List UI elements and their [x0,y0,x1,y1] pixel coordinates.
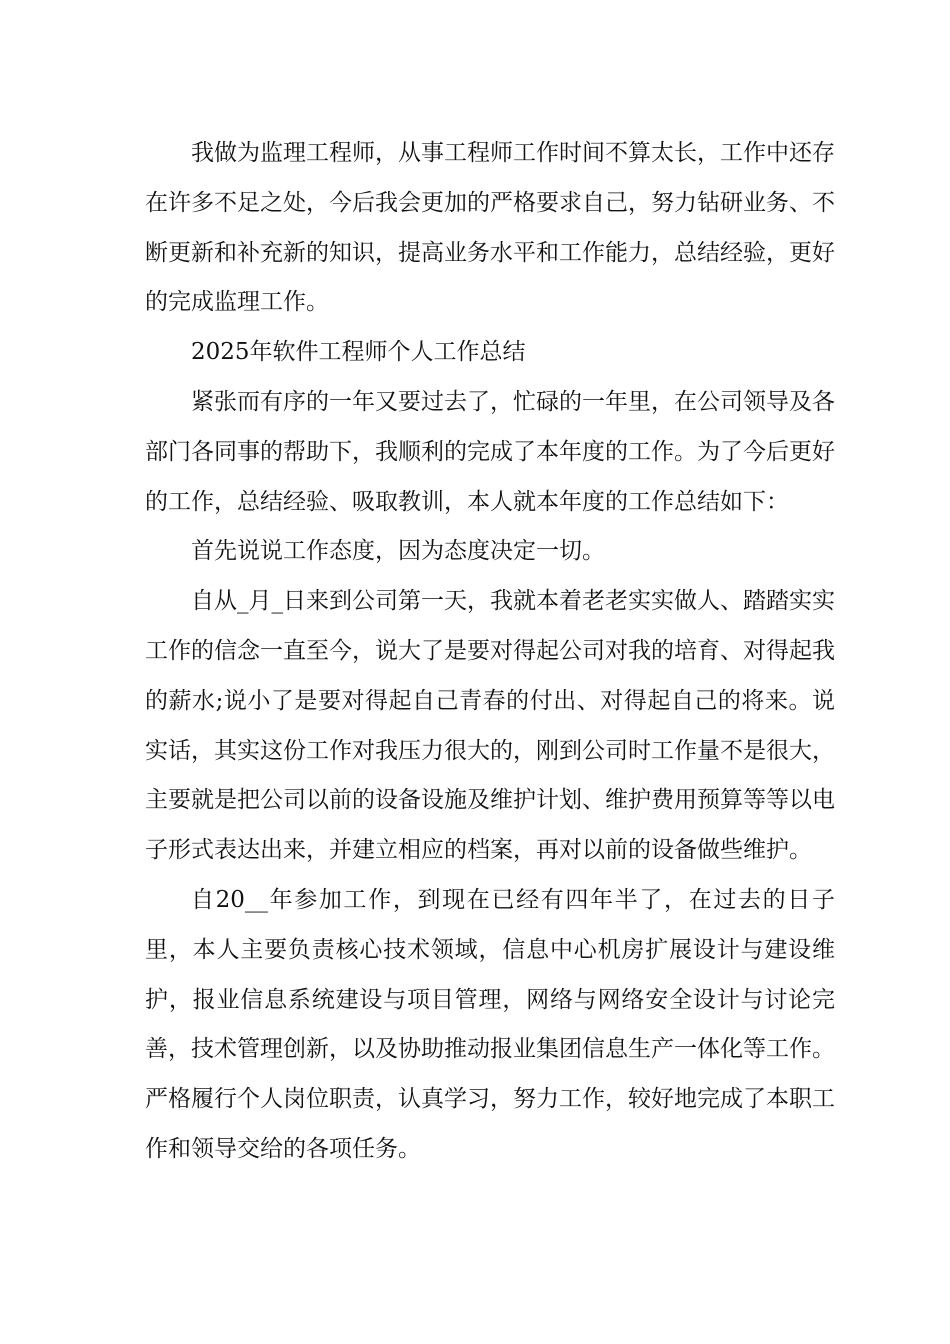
paragraph-responsibilities: 自20__年参加工作，到现在已经有四年半了，在过去的日子里，本人主要负责核心技术领域，信息中心机房扩展设计与建设维护，报业信息系统建设与项目管理，网络与网络安全设计与讨论完善，技术管理创新，以及协助推动报业集团信息生产一体化等工作。严格履行个人岗位职责，认真学习，努力工作，较好地完成了本职工作和领导交给的各项任务。 [145,886,835,1162]
paragraph-supervision-summary: 我做为监理工程师，从事工程师工作时间不算太长，工作中还存在许多不足之处，今后我会更加的严格要求自己，努力钻研业务、不断更新和补充新的知识，提高业务水平和工作能力，总结经验，更好的完成监理工作。 [145,140,835,316]
paragraph-first-day: 自从_月_日来到公司第一天，我就本着老老实实做人、踏踏实实工作的信念一直至今，说大了是要对得起公司对我的培育、对得起我的薪水;说小了是要对得起自己青春的付出、对得起自己的将来。说实话，其实这份工作对我压力很大的，刚到公司时工作量不是很大，主要就是把公司以前的设备设施及维护计划、维护费用预算等等以电子形式表达出来，并建立相应的档案，再对以前的设备做些维护。 [145,588,835,864]
section-heading: 2025年软件工程师个人工作总结 [191,339,526,366]
paragraph-work-attitude: 首先说说工作态度，因为态度决定一切。 [191,538,605,565]
document-body [145,129,835,1175]
paragraph-intro: 紧张而有序的一年又要过去了，忙碌的一年里，在公司领导及各部门各同事的帮助下，我顺利的完成了本年度的工作。为了今后更好的工作，总结经验、吸取教训，本人就本年度的工作总结如下： [145,388,835,515]
